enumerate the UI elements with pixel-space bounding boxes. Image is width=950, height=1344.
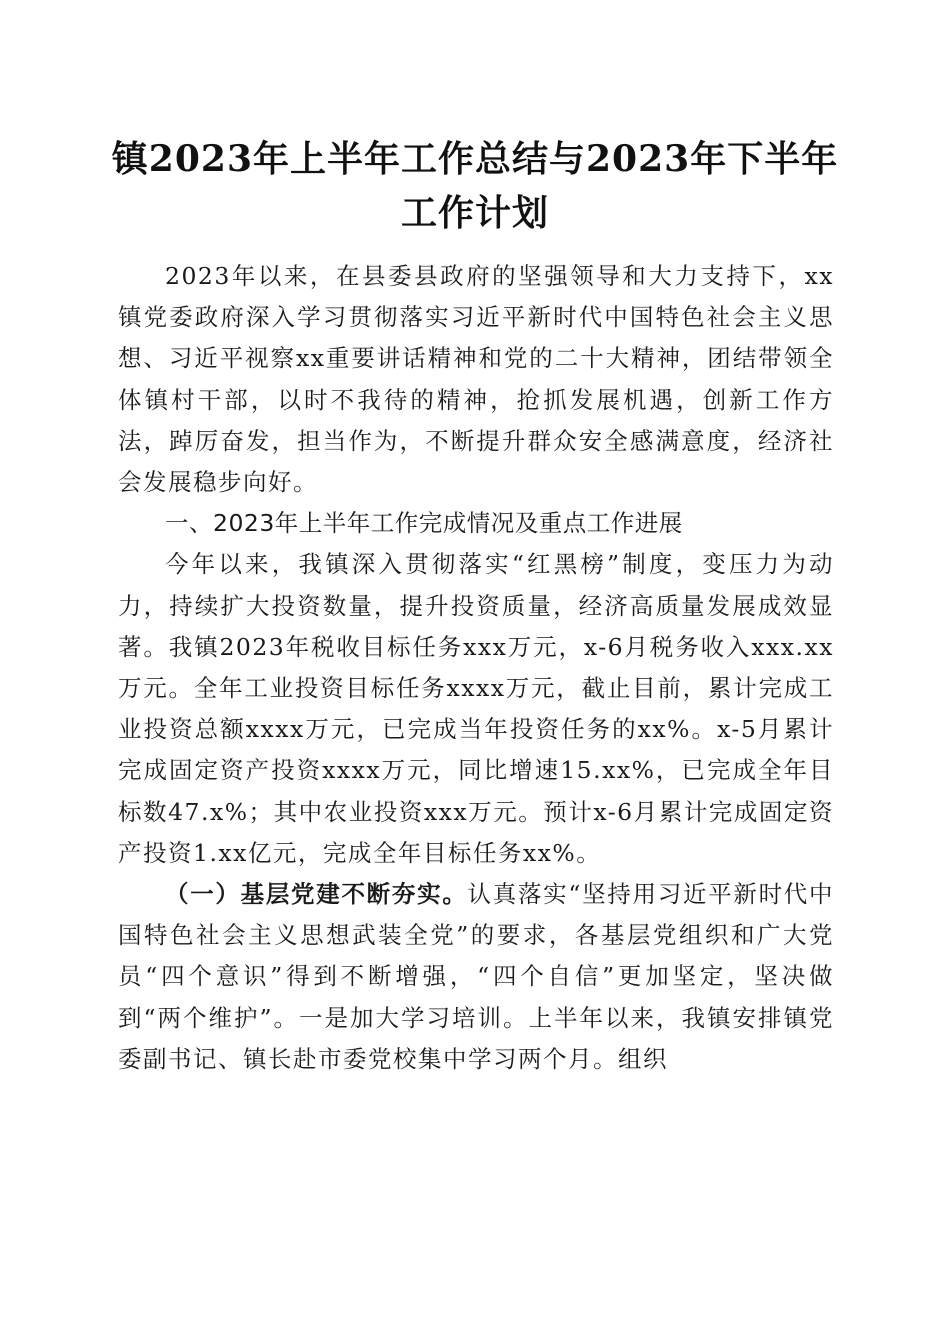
- document-title: 镇2023年上半年工作总结与2023年下半年工作计划: [111, 138, 839, 234]
- section-heading: 一、2023年上半年工作完成情况及重点工作进展: [165, 509, 683, 538]
- intro-paragraph: 2023年以来，在县委县政府的坚强领导和大力支持下，xx镇党委政府深入学习贯彻落实习近平新时代中国特色社会主义思想、习近平视察xx重要讲话精神和党的二十大精神，团结带领全体镇村干部，以时不我待的精神，抢抓发展机遇，创新工作方法，踔厉奋发，担当作为，不断提升群众安全感满意度，经济社会发展稳步向好。: [118, 262, 834, 497]
- section-paragraph: 今年以来，我镇深入贯彻落实“红黑榜”制度，变压力为动力，持续扩大投资数量，提升投资质量，经济高质量发展成效显著。我镇2023年税收目标任务xxx万元，x-6月税务收入xxx.xx万元。全年工业投资目标任务xxxx万元，截止目前，累计完成工业投资总额xxxx万元，已完成当年投资任务的xx%。x-5月累计完成固定资产投资xxxx万元，同比增速15.xx%，已完成全年目标数47.x%；其中农业投资xxx万元。预计x-6月累计完成固定资产投资1.xx亿元，完成全年目标任务xx%。: [118, 550, 834, 867]
- subsection-text: 认真落实“坚持用习近平新时代中国特色社会主义思想武装全党”的要求，各基层党组织和广大党员“四个意识”得到不断增强，“四个自信”更加坚定，坚决做到“两个维护”。一是加大学习培训。上半年以来，我镇安排镇党委副书记、镇长赴市委党校集中学习两个月。组织: [118, 880, 834, 1073]
- document-body: [118, 256, 834, 1080]
- subsection-paragraph: [118, 874, 834, 1080]
- subsection-title: （一）基层党建不断夯实。: [165, 880, 468, 909]
